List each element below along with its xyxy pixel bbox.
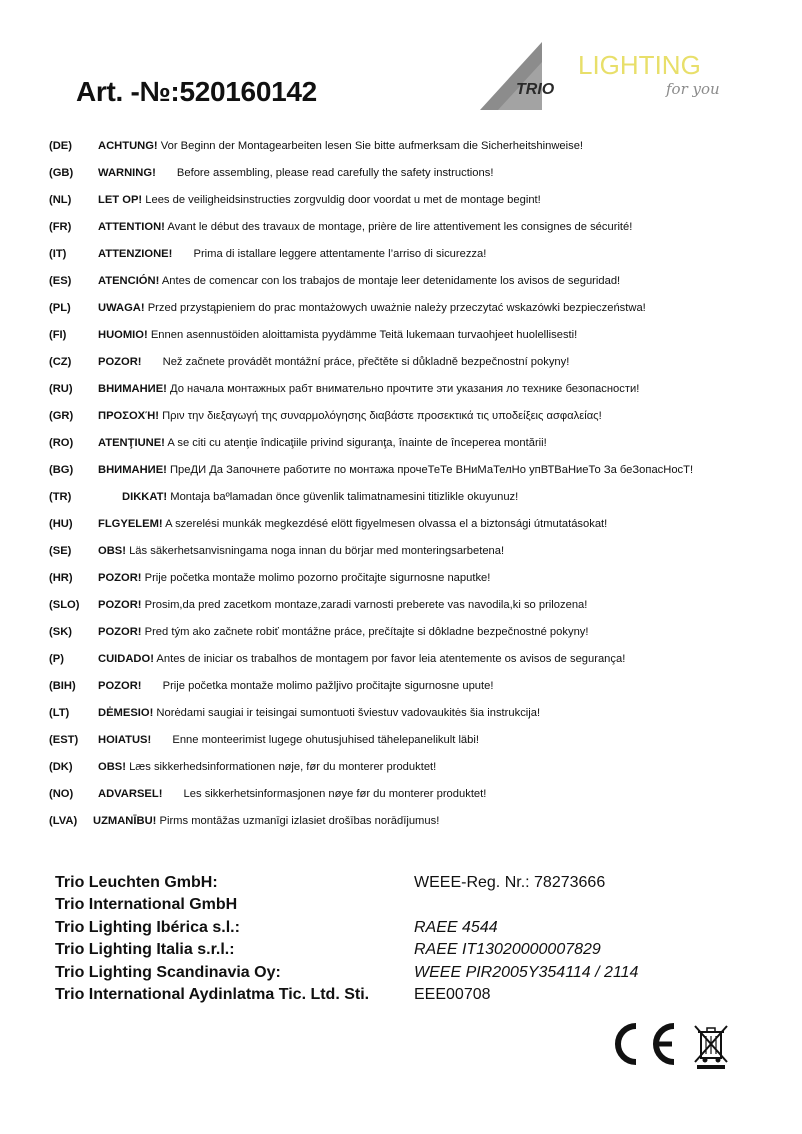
language-code: (BG) bbox=[49, 464, 74, 476]
warning-row bbox=[49, 300, 789, 327]
warning-text bbox=[98, 192, 541, 208]
language-code: (SE) bbox=[49, 545, 72, 557]
warning-row bbox=[49, 273, 789, 300]
warning-body: Prima di istallare leggere attentamente l’arriso di sicurezza! bbox=[190, 248, 487, 260]
company-name: Trio Lighting Italia s.r.l.: bbox=[55, 941, 235, 959]
warning-row bbox=[49, 516, 789, 543]
warning-body: Vor Beginn der Montagearbeiten lesen Sie bitte aufmerksam die Sicherheitshinweise! bbox=[157, 140, 584, 152]
warning-body: Πριν την διεξαγωγή της συναρμολόγησης διαβάστε προσεκτικά τις υποδείξεις ασφαλείας! bbox=[158, 410, 602, 422]
language-code: (GR) bbox=[49, 410, 74, 422]
trio-lighting-logo bbox=[478, 38, 738, 114]
warning-heading: HOIATUS! bbox=[98, 734, 152, 746]
warning-heading: ΠΡΟΣΟΧΉ! bbox=[98, 410, 159, 422]
warning-text bbox=[98, 354, 569, 370]
company-name: Trio Leuchten GmbH: bbox=[55, 874, 218, 891]
warning-body: Before assembling, please read carefully the safety instructions! bbox=[173, 167, 494, 179]
language-code: (BIH) bbox=[49, 680, 76, 692]
warning-heading: ВНИМАНИЕ! bbox=[98, 383, 167, 395]
warning-heading: OBS! bbox=[98, 545, 126, 557]
language-code: (NL) bbox=[49, 194, 72, 206]
warning-heading: DĖMESIO! bbox=[98, 707, 154, 719]
safety-warnings-list bbox=[49, 138, 789, 840]
warning-row bbox=[49, 192, 789, 219]
warning-row bbox=[49, 624, 789, 651]
logo-brand-text: TRIO bbox=[516, 81, 555, 98]
language-code: (NO) bbox=[49, 788, 74, 800]
registration-list bbox=[414, 872, 638, 1006]
warning-body: Antes de iniciar os trabalhos de montagem por favor leia atentemente os avisos de segurança! bbox=[153, 653, 626, 665]
warning-row bbox=[49, 219, 789, 246]
warning-body: Læs sikkerhedsinformationen nøje, før du monterer produktet! bbox=[125, 761, 437, 773]
warning-body: Avant le début des travaux de montage, prière de lire attentivement les consignes de sécurité! bbox=[164, 221, 633, 233]
warning-row bbox=[49, 327, 789, 354]
warning-text bbox=[98, 381, 639, 397]
warning-row bbox=[49, 354, 789, 381]
language-code: (LT) bbox=[49, 707, 70, 719]
logo-tagline-text: for you bbox=[666, 80, 720, 98]
warning-body: Pred tým ako začnete robiť montážne práce, prečítajte si dôkladne bezpečnostné pokyny! bbox=[141, 626, 589, 638]
warning-text bbox=[98, 570, 490, 586]
warning-text bbox=[93, 813, 439, 829]
language-code: (FI) bbox=[49, 329, 67, 341]
language-code: (DK) bbox=[49, 761, 73, 773]
warning-body: Prosim,da pred zacetkom montaze,zaradi varnosti preberete vas navodila,ki so prilozena! bbox=[141, 599, 588, 611]
warning-text bbox=[98, 759, 436, 775]
warning-heading: DIKKAT! bbox=[122, 491, 168, 503]
warning-heading: ATTENTION! bbox=[98, 221, 165, 233]
warning-heading: ACHTUNG! bbox=[98, 140, 158, 152]
warning-heading: POZOR! bbox=[98, 626, 142, 638]
warning-heading: ATENCIÓN! bbox=[98, 275, 160, 287]
warning-body: Lees de veiligheidsinstructies zorgvuldig door voordat u met de montage begint! bbox=[142, 194, 541, 206]
article-number: Art. -№:520160142 bbox=[76, 76, 317, 107]
warning-heading: LET OP! bbox=[98, 194, 143, 206]
warning-body: Enne monteerimist lugege ohutusjuhised tähelepanelikult läbi! bbox=[169, 734, 479, 746]
registration-number: EEE00708 bbox=[414, 985, 491, 1003]
warning-body: Než začnete provádět montážní práce, přečtěte si důkladně bezpečnostní pokyny! bbox=[159, 356, 570, 368]
warning-row bbox=[49, 813, 789, 840]
language-code: (HR) bbox=[49, 572, 73, 584]
warning-text bbox=[98, 408, 602, 424]
language-code: (RO) bbox=[49, 437, 74, 449]
warning-row bbox=[49, 732, 789, 759]
warning-text bbox=[122, 489, 518, 505]
warning-body: Les sikkerhetsinformasjonen nøye før du monterer produktet! bbox=[180, 788, 487, 800]
warning-text bbox=[98, 597, 587, 613]
warning-heading: HUOMIO! bbox=[98, 329, 148, 341]
warning-heading: WARNING! bbox=[98, 167, 156, 179]
warning-text bbox=[98, 300, 646, 316]
warning-heading: POZOR! bbox=[98, 356, 142, 368]
company-name: Trio Lighting Scandinavia Oy: bbox=[55, 963, 281, 981]
warning-body: Pirms montāžas uzmanīgi izlasiet drošības norādījumus! bbox=[156, 815, 440, 827]
warning-row bbox=[49, 138, 789, 165]
warning-heading: ADVARSEL! bbox=[98, 788, 163, 800]
warning-heading: ВНИМАНИЕ! bbox=[98, 464, 167, 476]
warning-text bbox=[98, 165, 493, 181]
warning-text bbox=[98, 462, 693, 478]
warning-body: Prije početka montaže molimo pozorno pročitajte sigurnosne naputke! bbox=[141, 572, 491, 584]
registration-number: WEEE PIR2005Y354114 / 2114 bbox=[414, 963, 639, 981]
registration-number: RAEE IT13020000007829 bbox=[414, 941, 601, 959]
language-code: (EST) bbox=[49, 734, 79, 746]
registration-number: RAEE 4544 bbox=[414, 918, 498, 936]
language-code: (HU) bbox=[49, 518, 73, 530]
warning-heading: ATENŢIUNE! bbox=[98, 437, 165, 449]
ce-mark-icon bbox=[606, 1020, 678, 1068]
company-name: Trio Lighting Ibérica s.l.: bbox=[55, 918, 240, 936]
warning-text bbox=[98, 516, 607, 532]
language-code: (CZ) bbox=[49, 356, 72, 368]
warning-text bbox=[98, 138, 583, 154]
warning-heading: POZOR! bbox=[98, 680, 142, 692]
warning-row bbox=[49, 705, 789, 732]
warning-row bbox=[49, 489, 789, 516]
language-code: (TR) bbox=[49, 491, 72, 503]
warning-row bbox=[49, 165, 789, 192]
warning-body: Norėdami saugiai ir teisingai sumontuoti šviestuv vadovaukitės šia instrukcija! bbox=[153, 707, 541, 719]
language-code: (GB) bbox=[49, 167, 74, 179]
warning-row bbox=[49, 435, 789, 462]
warning-body: ПреДИ Да Започнете работите по монтажа прочеТеТе ВНиМаТелНо упВТВаНиеТо За беЗопасНосТ! bbox=[166, 464, 694, 476]
warning-row bbox=[49, 381, 789, 408]
warning-row bbox=[49, 570, 789, 597]
warning-row bbox=[49, 246, 789, 273]
language-code: (SK) bbox=[49, 626, 72, 638]
warning-text bbox=[98, 543, 504, 559]
registration-number bbox=[414, 894, 638, 916]
registration-number: WEEE-Reg. Nr.: 78273666 bbox=[414, 874, 606, 891]
warning-heading: UWAGA! bbox=[98, 302, 145, 314]
language-code: (ES) bbox=[49, 275, 72, 287]
warning-heading: POZOR! bbox=[98, 599, 142, 611]
company-name: Trio International Aydinlatma Tic. Ltd. Sti. bbox=[55, 985, 370, 1003]
language-code: (FR) bbox=[49, 221, 72, 233]
warning-body: A se citi cu atenţie îndicaţiile privind siguranţa, înainte de începerea montării! bbox=[164, 437, 547, 449]
warning-text bbox=[98, 786, 486, 802]
warning-heading: OBS! bbox=[98, 761, 126, 773]
company-list bbox=[55, 872, 369, 1006]
warning-text bbox=[98, 219, 632, 235]
warning-text bbox=[98, 732, 479, 748]
warning-body: Ennen asennustöiden aloittamista pyydämme Teitä lukemaan turvaohjeet huolellisesti! bbox=[147, 329, 578, 341]
language-code: (RU) bbox=[49, 383, 73, 395]
warning-row bbox=[49, 759, 789, 786]
warning-body: Montaja baºlamadan önce güvenlik talimatnamesini titizlikle okuyunuz! bbox=[167, 491, 519, 503]
warning-text bbox=[98, 246, 486, 262]
warning-body: Prije početka montaže molimo pažljivo pročitajte sigurnosne upute! bbox=[159, 680, 494, 692]
language-code: (P) bbox=[49, 653, 64, 665]
warning-text bbox=[98, 327, 577, 343]
warning-heading: CUIDADO! bbox=[98, 653, 154, 665]
warning-body: Läs säkerhetsanvisningama noga innan du börjar med monteringsarbetena! bbox=[125, 545, 505, 557]
warning-body: Przed przystąpieniem do prac montażowych uważnie należy przeczytać wskazówki bezpieczeństwa! bbox=[144, 302, 646, 314]
warning-row bbox=[49, 408, 789, 435]
language-code: (SLO) bbox=[49, 599, 80, 611]
warning-row bbox=[49, 543, 789, 570]
language-code: (PL) bbox=[49, 302, 71, 314]
warning-text bbox=[98, 624, 589, 640]
warning-body: До начала монтажных рабт внимательно прочтите эти указания ло технике безопасности! bbox=[166, 383, 640, 395]
warning-heading: UZMANĪBU! bbox=[93, 815, 157, 827]
warning-row bbox=[49, 597, 789, 624]
language-code: (LVA) bbox=[49, 815, 78, 827]
warning-heading: ATTENZIONE! bbox=[98, 248, 173, 260]
warning-row bbox=[49, 678, 789, 705]
logo-lighting-text: LIGHTING bbox=[578, 50, 701, 80]
warning-text bbox=[98, 273, 620, 289]
crossed-bin-icon bbox=[692, 1024, 730, 1070]
company-name: Trio International GmbH bbox=[55, 896, 238, 914]
warning-heading: POZOR! bbox=[98, 572, 142, 584]
warning-text bbox=[98, 705, 540, 721]
warning-row bbox=[49, 462, 789, 489]
warning-row bbox=[49, 651, 789, 678]
warning-text bbox=[98, 435, 547, 451]
language-code: (IT) bbox=[49, 248, 67, 260]
warning-heading: FLGYELEM! bbox=[98, 518, 163, 530]
warning-body: A szerelési munkák megkezdésé elött figyelmesen olvassa el a biztonsági útmutatásokat! bbox=[162, 518, 608, 530]
language-code: (DE) bbox=[49, 140, 72, 152]
warning-row bbox=[49, 786, 789, 813]
warning-body: Antes de comencar con los trabajos de montaje leer detenidamente los avisos de seguridad! bbox=[159, 275, 621, 287]
warning-text bbox=[98, 678, 493, 694]
warning-text bbox=[98, 651, 625, 667]
